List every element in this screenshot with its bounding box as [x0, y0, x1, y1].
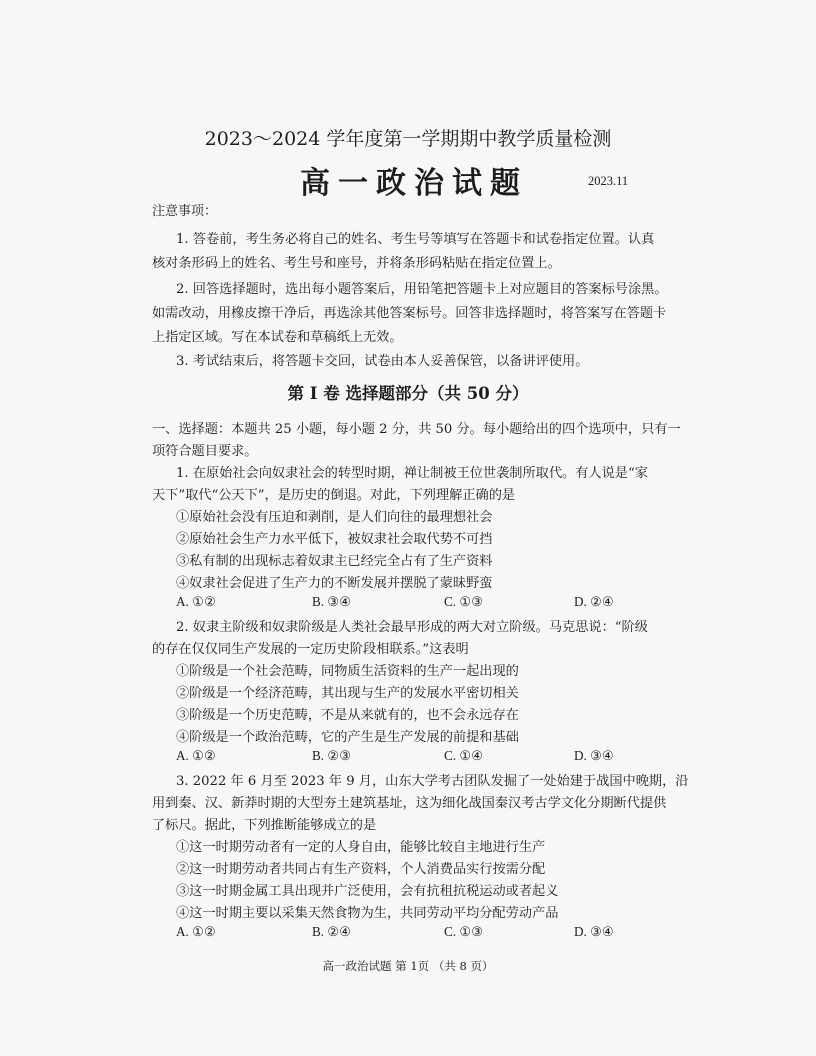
question-2-statement: ②阶级是一个经济范畴，其出现与生产的发展水平密切相关 — [176, 686, 519, 701]
section-instruction: 项符合题目要求。 — [152, 444, 258, 459]
question-3-statement: ①这一时期劳动者有一定的人身自由，能够比较自主地进行生产 — [176, 840, 546, 855]
question-1-statement: ①原始社会没有压迫和剥削，是人们向往的最理想社会 — [176, 510, 493, 525]
question-3-option-a: A. ①② — [176, 924, 216, 939]
question-1-option-d: D. ②④ — [574, 594, 614, 609]
question-3-stem: 3. 2022 年 6 月至 2023 年 9 月，山东大学考古团队发掘了一处始建于战国中晚期，沿 — [176, 774, 689, 789]
notice-line: 核对条形码上的姓名、考生号和座号，并将条形码粘贴在指定位置上。 — [152, 256, 561, 271]
question-2-statement: ①阶级是一个社会范畴，同物质生活资料的生产一起出现的 — [176, 664, 519, 679]
question-2-statement: ③阶级是一个历史范畴，不是从来就有的，也不会永远存在 — [176, 708, 519, 723]
question-3-stem: 了标尺。据此，下列推断能够成立的是 — [152, 818, 377, 833]
question-3-stem: 用到秦、汉、新莽时期的大型夯土建筑基址，这为细化战国秦汉考古学文化分期断代提供 — [152, 796, 667, 811]
question-1-option-a: A. ①② — [176, 594, 216, 609]
notice-heading: 注意事项： — [152, 204, 218, 219]
question-1-stem: 1. 在原始社会向奴隶社会的转型时期，禅让制被王位世袭制所取代。有人说是“家 — [176, 466, 648, 481]
question-3-statement: ③这一时期金属工具出现并广泛使用，会有抗租抗税运动或者起义 — [176, 884, 559, 899]
section-title: 第 I 卷 选择题部分（共 50 分） — [287, 384, 529, 403]
section-instruction: 一、选择题：本题共 25 小题，每小题 2 分，共 50 分。每小题给出的四个选项中，只有一 — [152, 422, 681, 437]
question-3-option-d: D. ③④ — [574, 924, 614, 939]
question-3-statement: ④这一时期主要以采集天然食物为生，共同劳动平均分配劳动产品 — [176, 906, 559, 921]
question-2-option-a: A. ①② — [176, 748, 216, 763]
question-2-option-c: C. ①④ — [444, 748, 484, 763]
question-3-option-b: B. ②④ — [312, 924, 352, 939]
exam-title: 2023～2024 学年度第一学期期中教学质量检测 — [204, 128, 612, 150]
question-2-option-b: B. ②③ — [312, 748, 352, 763]
notice-line: 3. 考试结束后，将答题卡交回，试卷由本人妥善保管，以备讲评使用。 — [176, 354, 589, 369]
question-3-statement: ②这一时期劳动者共同占有生产资料，个人消费品实行按需分配 — [176, 862, 546, 877]
question-1-statement: ④奴隶社会促进了生产力的不断发展并摆脱了蒙昧野蛮 — [176, 576, 493, 591]
question-2-stem: 2. 奴隶主阶级和奴隶阶级是人类社会最早形成的两大对立阶级。马克思说：“阶级 — [176, 620, 648, 635]
notice-line: 1. 答卷前，考生务必将自己的姓名、考生号等填写在答题卡和试卷指定位置。认真 — [176, 232, 655, 247]
question-1-stem: 天下”取代“公天下”，是历史的倒退。对此，下列理解正确的是 — [152, 488, 516, 503]
question-1-statement: ②原始社会生产力水平低下，被奴隶社会取代势不可挡 — [176, 532, 493, 547]
notice-line: 上指定区域。写在本试卷和草稿纸上无效。 — [152, 330, 403, 345]
question-1-option-b: B. ③④ — [312, 594, 352, 609]
question-1-option-c: C. ①③ — [444, 594, 484, 609]
question-2-statement: ④阶级是一个政治范畴，它的产生是生产发展的前提和基础 — [176, 730, 519, 745]
question-3-option-c: C. ①③ — [444, 924, 484, 939]
question-1-statement: ③私有制的出现标志着奴隶主已经完全占有了生产资料 — [176, 554, 493, 569]
question-2-option-d: D. ③④ — [574, 748, 614, 763]
notice-line: 如需改动，用橡皮擦干净后，再选涂其他答案标号。回答非选择题时，将答案写在答题卡 — [152, 306, 667, 321]
question-2-stem: 的存在仅仅同生产发展的一定历史阶段相联系。”这表明 — [152, 642, 469, 657]
page-footer: 高一政治试题 第 1页 （共 8 页） — [322, 959, 494, 973]
subject-title: 高一政治试题 — [300, 166, 528, 201]
exam-date: 2023.11 — [588, 174, 629, 188]
notice-line: 2. 回答选择题时，选出每小题答案后，用铅笔把答题卡上对应题目的答案标号涂黑。 — [176, 282, 668, 297]
